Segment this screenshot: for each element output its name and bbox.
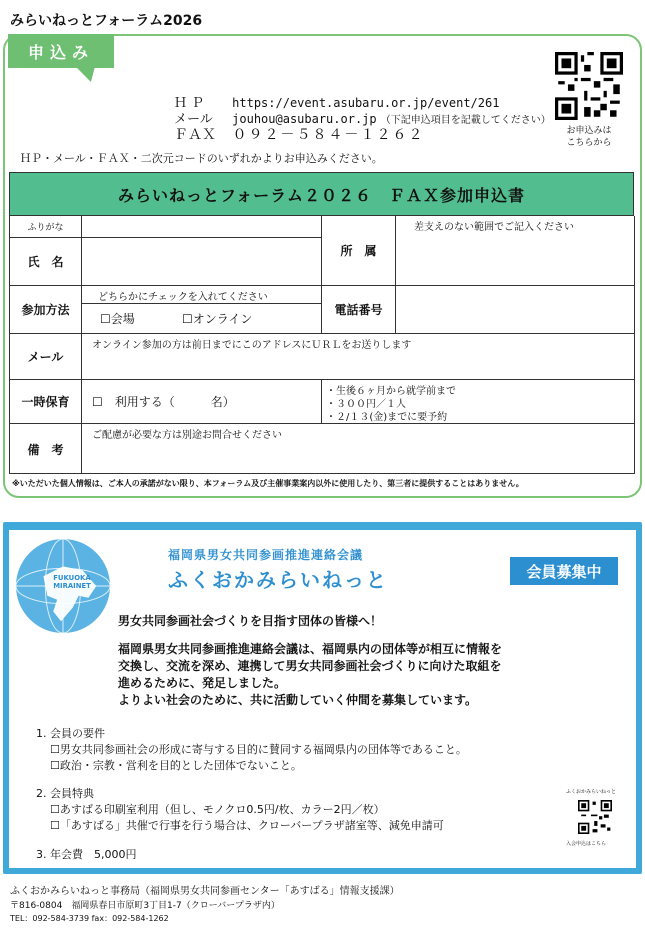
childcare-notes: ・生後６ヶ月から就学前まで ・３００円／１人 ・２/１３(金)までに要予約 xyxy=(322,380,635,424)
furigana-label: ふりがな xyxy=(10,216,82,238)
fukuoka-globe-logo xyxy=(14,537,112,635)
membership-qr-code-icon[interactable] xyxy=(578,800,612,834)
phone-field[interactable] xyxy=(396,286,635,334)
name-field[interactable] xyxy=(82,238,322,286)
logo-text-1: FUKUOKA xyxy=(53,574,91,583)
qr-code-icon[interactable] xyxy=(555,52,623,120)
mail-note: （下記申込項目を記載してください） xyxy=(380,115,551,126)
method-field xyxy=(82,286,322,334)
email-field[interactable] xyxy=(82,334,635,380)
requirement-2: ☐政治・宗教・営利を目的とした団体でないこと。 xyxy=(50,759,302,772)
affiliation-field[interactable] xyxy=(396,216,635,286)
privacy-notice: ※いただいた個人情報は、ご本人の承諾がない限り、本フォーラム及び主催事業案内以外に使用したり、第三者に提供することはありません。 xyxy=(12,479,524,488)
mail-label: メール xyxy=(174,112,213,127)
intro-text: ＨＰ・メール・ＦＡＸ・二次元コードのいずれかよりお申込みください。 xyxy=(20,152,383,165)
footer-office: ふくおかみらいねっと事務局（福岡県男女共同参画センター「あすばる」情報支援課） xyxy=(10,886,400,897)
qr-caption: お申込みは こちらから xyxy=(566,126,612,148)
apply-heading: 申込み xyxy=(8,34,114,68)
remarks-field[interactable] xyxy=(82,424,635,474)
qr2-caption-top: ふくおかみらいねっと xyxy=(566,789,617,795)
application-form-table xyxy=(9,216,635,474)
fax-label: ＦＡＸ xyxy=(174,127,216,143)
requirement-1: ☐男女共同参画社会の形成に寄与する目的に賛同する福岡県内の団体等であること。 xyxy=(50,743,467,756)
annual-fee: 3. 年会費 5,000円 xyxy=(36,848,137,861)
requirements-title: 1. 会員の要件 xyxy=(36,727,105,740)
logo-text-2: MIRAINET xyxy=(53,581,91,590)
remarks-note: ご配慮が必要な方は別途お問合せください xyxy=(92,430,282,441)
fax-number: ０９２－５８４－１２６２ xyxy=(232,127,425,143)
phone-label: 電話番号 xyxy=(322,286,396,334)
qr2-caption-bottom: 入会申込はこちら xyxy=(566,841,607,847)
description-line-1: 福岡県男女共同参画推進連絡会議は、福岡県内の団体等が相互に情報を xyxy=(118,642,503,656)
affiliation-label: 所 属 xyxy=(322,216,396,286)
affiliation-note: 差支えのない範囲でご記入ください xyxy=(414,222,574,233)
childcare-label: 一時保育 xyxy=(10,380,82,424)
email-note: オンライン参加の方は前日までにこのアドレスにＵＲＬをお送りします xyxy=(92,340,412,351)
org-nickname: ふくおかみらいねっと xyxy=(168,568,388,592)
form-banner: みらいねっとフォーラム２０２６ ＦＡＸ参加申込書 xyxy=(9,172,634,216)
description-line-2: 交換し、交流を深め、連携して男女共同参画社会づくりに向けた取組を xyxy=(118,659,502,673)
remarks-label: 備 考 xyxy=(10,424,82,474)
page-title: みらいねっとフォーラム2026 xyxy=(6,10,206,30)
online-checkbox[interactable]: ☐オンライン xyxy=(182,312,253,326)
hp-url[interactable]: https://event.asubaru.or.jp/event/261 xyxy=(232,96,500,110)
furigana-field[interactable] xyxy=(82,216,322,238)
description-line-3: 進めるために、発足しました。 xyxy=(118,676,287,690)
childcare-checkbox[interactable]: ☐ 利用する（ 名） xyxy=(82,380,322,424)
mail-address[interactable]: jouhou@asubaru.or.jp xyxy=(232,112,377,126)
method-label: 参加方法 xyxy=(10,286,82,334)
hp-label: ＨＰ xyxy=(174,96,209,111)
footer-contact: TEL：092-584-3739 fax：092-584-1262 xyxy=(10,914,169,923)
footer-address: 〒816-0804 福岡県春日市原町3丁目1-7（クローバープラザ内） xyxy=(10,901,280,911)
org-name: 福岡県男女共同参画推進連絡会議 xyxy=(168,548,364,562)
benefits-title: 2. 会員特典 xyxy=(36,787,94,800)
benefit-1: ☐あすばる印刷室利用（但し、モノクロ0.5円/枚、カラー2円／枚） xyxy=(50,803,385,816)
fax-row xyxy=(174,124,424,144)
method-note: どちらかにチェックを入れてください xyxy=(98,292,268,303)
benefit-2: ☐「あすばる」共催で行事を行う場合は、クローバープラザ諸室等、減免申請可 xyxy=(50,819,444,832)
recruit-badge: 会員募集中 xyxy=(510,557,618,585)
name-label: 氏 名 xyxy=(10,238,82,286)
lead-text: 男女共同参画社会づくりを目指す団体の皆様へ！ xyxy=(118,614,383,628)
venue-checkbox[interactable]: ☐会場 xyxy=(100,312,135,326)
description-line-4: よりよい社会のために、共に活動していく仲間を募集しています。 xyxy=(118,693,478,707)
email-label: メール xyxy=(10,334,82,380)
